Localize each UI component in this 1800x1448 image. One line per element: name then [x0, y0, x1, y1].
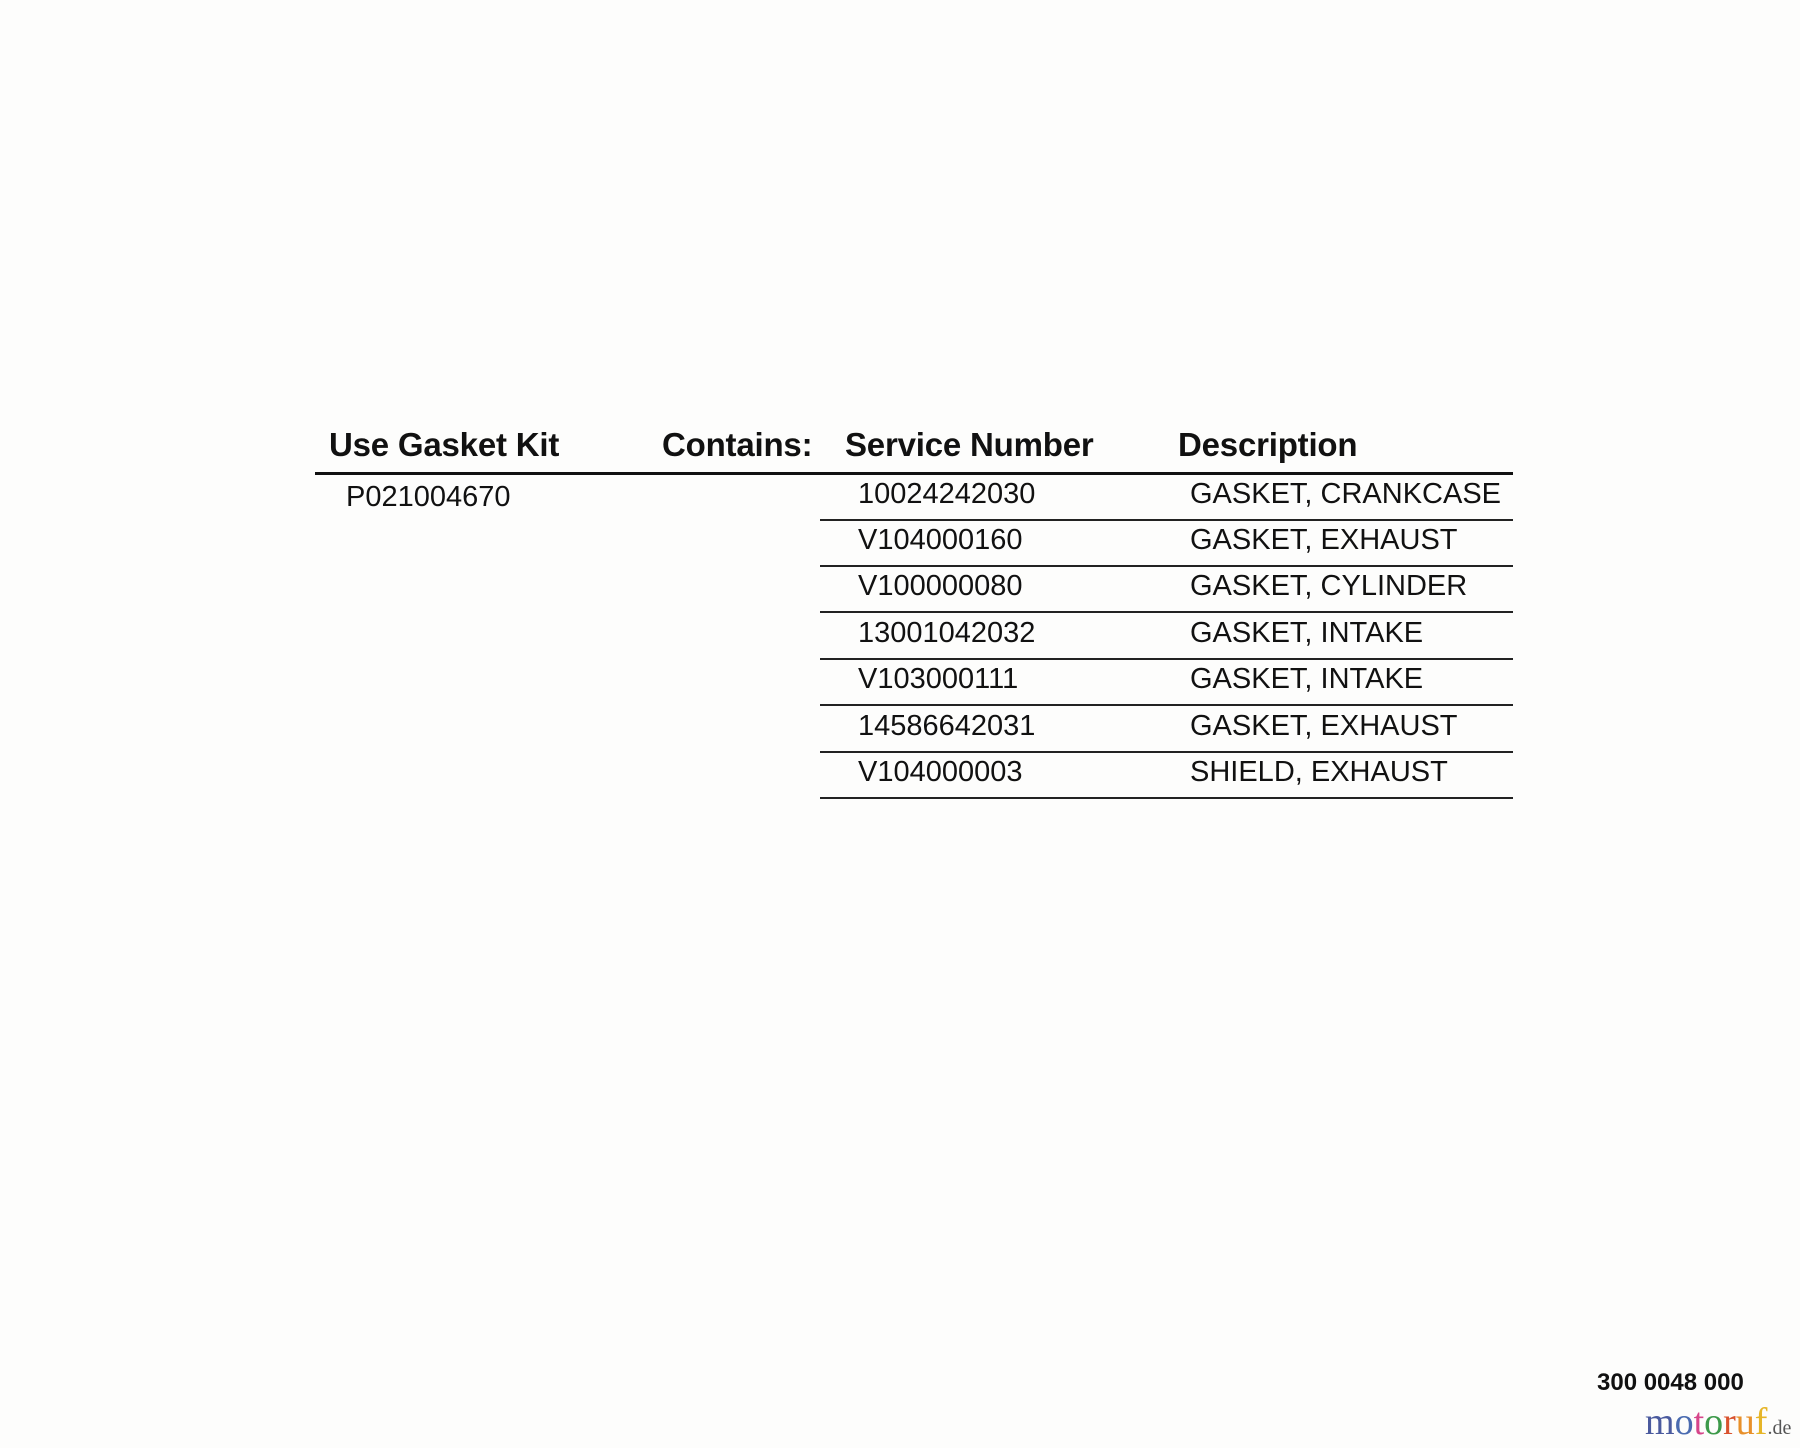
table-row [820, 751, 1513, 799]
service-number: 13001042032 [858, 617, 1036, 649]
header-description: Description [1178, 426, 1358, 463]
table-row [820, 705, 1513, 753]
description: GASKET, CRANKCASE [1190, 478, 1502, 510]
header-contains: Contains: [662, 426, 813, 463]
logo-wordmark [1645, 1401, 1767, 1443]
table-row [820, 519, 1513, 567]
logo-letter: o [1704, 1401, 1724, 1443]
gasket-kit-number: P021004670 [346, 481, 511, 513]
service-number: V104000160 [858, 524, 1023, 556]
service-number: V104000003 [858, 756, 1023, 788]
table-row [820, 473, 1513, 521]
table-row [820, 565, 1513, 613]
table-row [820, 658, 1513, 706]
description: GASKET, CYLINDER [1190, 570, 1468, 602]
header-use-gasket-kit: Use Gasket Kit [329, 426, 560, 463]
table-row [820, 612, 1513, 660]
logo-letter: o [1674, 1401, 1694, 1443]
service-number: V103000111 [858, 663, 1019, 695]
logo-letter: f [1754, 1401, 1768, 1443]
logo-letter: t [1693, 1401, 1705, 1443]
description: GASKET, INTAKE [1190, 663, 1424, 695]
description: GASKET, INTAKE [1190, 617, 1424, 649]
description: SHIELD, EXHAUST [1190, 756, 1448, 788]
logo-letter: m [1645, 1401, 1675, 1443]
description: GASKET, EXHAUST [1190, 524, 1458, 556]
header-service-number: Service Number [845, 426, 1094, 463]
logo-letter: u [1735, 1401, 1755, 1443]
service-number: V100000080 [858, 570, 1023, 602]
service-number: 14586642031 [858, 710, 1036, 742]
motoruf-logo[interactable] [1645, 1402, 1791, 1448]
description: GASKET, EXHAUST [1190, 710, 1458, 742]
logo-letter: r [1723, 1401, 1736, 1443]
logo-suffix: .de [1767, 1417, 1792, 1439]
service-number: 10024242030 [858, 478, 1036, 510]
document-number: 300 0048 000 [1597, 1369, 1744, 1396]
